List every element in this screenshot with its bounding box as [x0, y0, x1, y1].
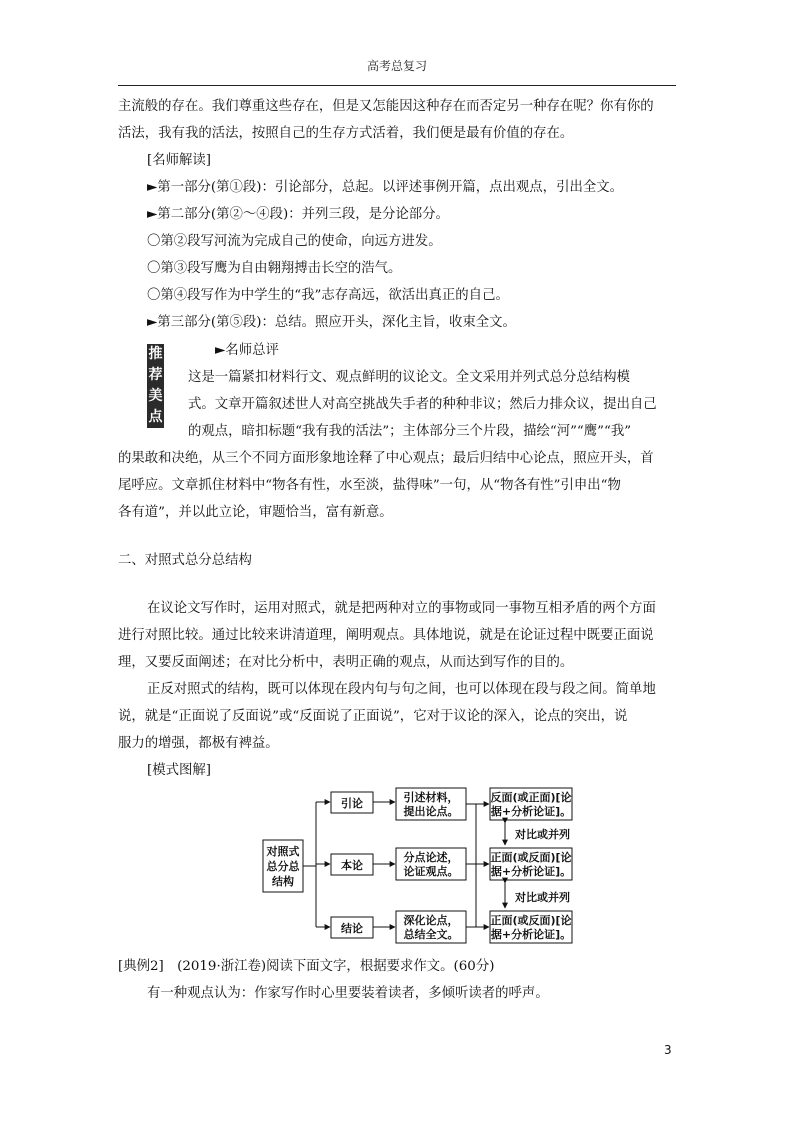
text-line: 主流般的存在。我们尊重这些存在，但是又怎能因这种存在而否定另一种存在呢？你有你的: [118, 99, 654, 114]
mid-line: 论证观点。: [403, 865, 459, 878]
text-line: 说，就是“正面说了反面说”或“反面说了正面说”，它对于议论的深入，论点的突出，说: [118, 709, 628, 724]
header-rule: [118, 85, 676, 86]
right-line: 据+分析论证]。: [490, 805, 572, 818]
badge-char: 美: [148, 388, 163, 404]
structure-diagram-svg: [258, 787, 578, 953]
sub-item: 〇第③段写鹰为自由翱翔搏击长空的浩气。: [147, 261, 402, 276]
root-line: 总分总: [266, 860, 300, 873]
root-line: 结构: [272, 875, 294, 888]
text-line: 理，又要反面阐述；在对比分析中，表明正确的观点，从而达到写作的目的。: [118, 655, 574, 670]
badge-char: 荐: [148, 367, 163, 383]
root-line: 对照式: [266, 845, 300, 858]
evaluation-title: ►名师总评: [215, 343, 279, 358]
recommend-badge: [147, 344, 164, 428]
text-line: 的果敢和决绝，从三个不同方面形象地诠释了中心观点；最后归结中心论点，照应开头，首: [118, 451, 654, 466]
right-line: 反面(或正面)[论: [490, 791, 572, 804]
sub-item: 〇第④段写作为中学生的“我”志存高远，欲活出真正的自己。: [147, 288, 509, 303]
link-label: 对比或并列: [515, 828, 570, 841]
text-line: 各有道”，并以此立论，审题恰当，富有新意。: [118, 505, 393, 520]
bullet-item: ►第三部分(第⑤段)：总结。照应开头，深化主旨，收束全文。: [147, 315, 516, 330]
text-line: 活法，我有我的活法，按照自己的生存方式活着，我们便是最有价值的存在。: [118, 126, 574, 141]
stage-label: 结论: [341, 922, 363, 935]
section-heading: 二、对照式总分总结构: [118, 553, 252, 568]
text-line: 正反对照式的结构，既可以体现在段内句与句之间，也可以体现在段与段之间。简单地: [147, 682, 656, 697]
bullet-item: ►第一部分(第①段)：引论部分，总起。以评述事例开篇，点出观点，引出全文。: [147, 180, 624, 195]
text-line: 的观点，暗扣标题“我有我的活法”；主体部分三个片段，描绘“河”“鹰”“我”: [188, 424, 632, 439]
right-line: 据+分析论证]。: [490, 928, 572, 941]
running-header: 高考总复习: [366, 59, 427, 73]
mid-line: 提出论点。: [403, 805, 459, 818]
mid-line: 深化论点，: [403, 914, 459, 927]
section-label: [模式图解]: [147, 763, 212, 778]
bullet-item: ►第二部分(第②～④段)：并列三段，是分论部分。: [147, 207, 449, 222]
sub-item: 〇第②段写河流为完成自己的使命，向远方进发。: [147, 234, 442, 249]
mid-line: 总结全文。: [403, 928, 459, 941]
page-number: 3: [664, 1043, 672, 1057]
text-line: 服力的增强，都极有裨益。: [118, 736, 279, 751]
text-line: 尾呼应。文章抓住材料中“物各有性，水至淡，盐得味”一句，从“物各有性”引申出“物: [118, 478, 621, 493]
example-heading: [典例2] (2019·浙江卷)阅读下面文字，根据要求作文。(60分): [118, 959, 495, 974]
text-line: 有一种观点认为：作家写作时心里要装着读者，多倾听读者的呼声。: [147, 986, 549, 1001]
right-line: 据+分析论证]。: [490, 865, 572, 878]
stage-label: 引论: [341, 797, 363, 810]
mid-line: 引述材料，: [403, 791, 459, 804]
badge-char: 推: [148, 346, 163, 362]
page-body: [118, 93, 676, 1007]
text-line: 这是一篇紧扣材料行文、观点鲜明的议论文。全文采用并列式总分总结构模: [188, 370, 630, 385]
badge-char: 点: [148, 409, 163, 425]
structure-diagram: [118, 787, 676, 953]
text-line: 式。文章开篇叙述世人对高空挑战失手者的种种非议；然后力排众议，提出自己: [188, 397, 657, 412]
right-line: 正面(或反面)[论: [490, 914, 572, 927]
text-line: 在议论文写作时，运用对照式，就是把两种对立的事物或同一事物互相矛盾的两个方面: [147, 601, 656, 616]
stage-label: 本论: [341, 859, 363, 872]
text-line: 进行对照比较。通过比较来讲清道理，阐明观点。具体地说，就是在论证过程中既要正面说: [118, 628, 654, 643]
mid-line: 分点论述，: [403, 851, 459, 864]
right-line: 正面(或反面)[论: [490, 851, 572, 864]
link-label: 对比或并列: [515, 891, 570, 904]
section-label: [名师解读]: [147, 153, 212, 168]
teacher-evaluation: [118, 337, 676, 526]
